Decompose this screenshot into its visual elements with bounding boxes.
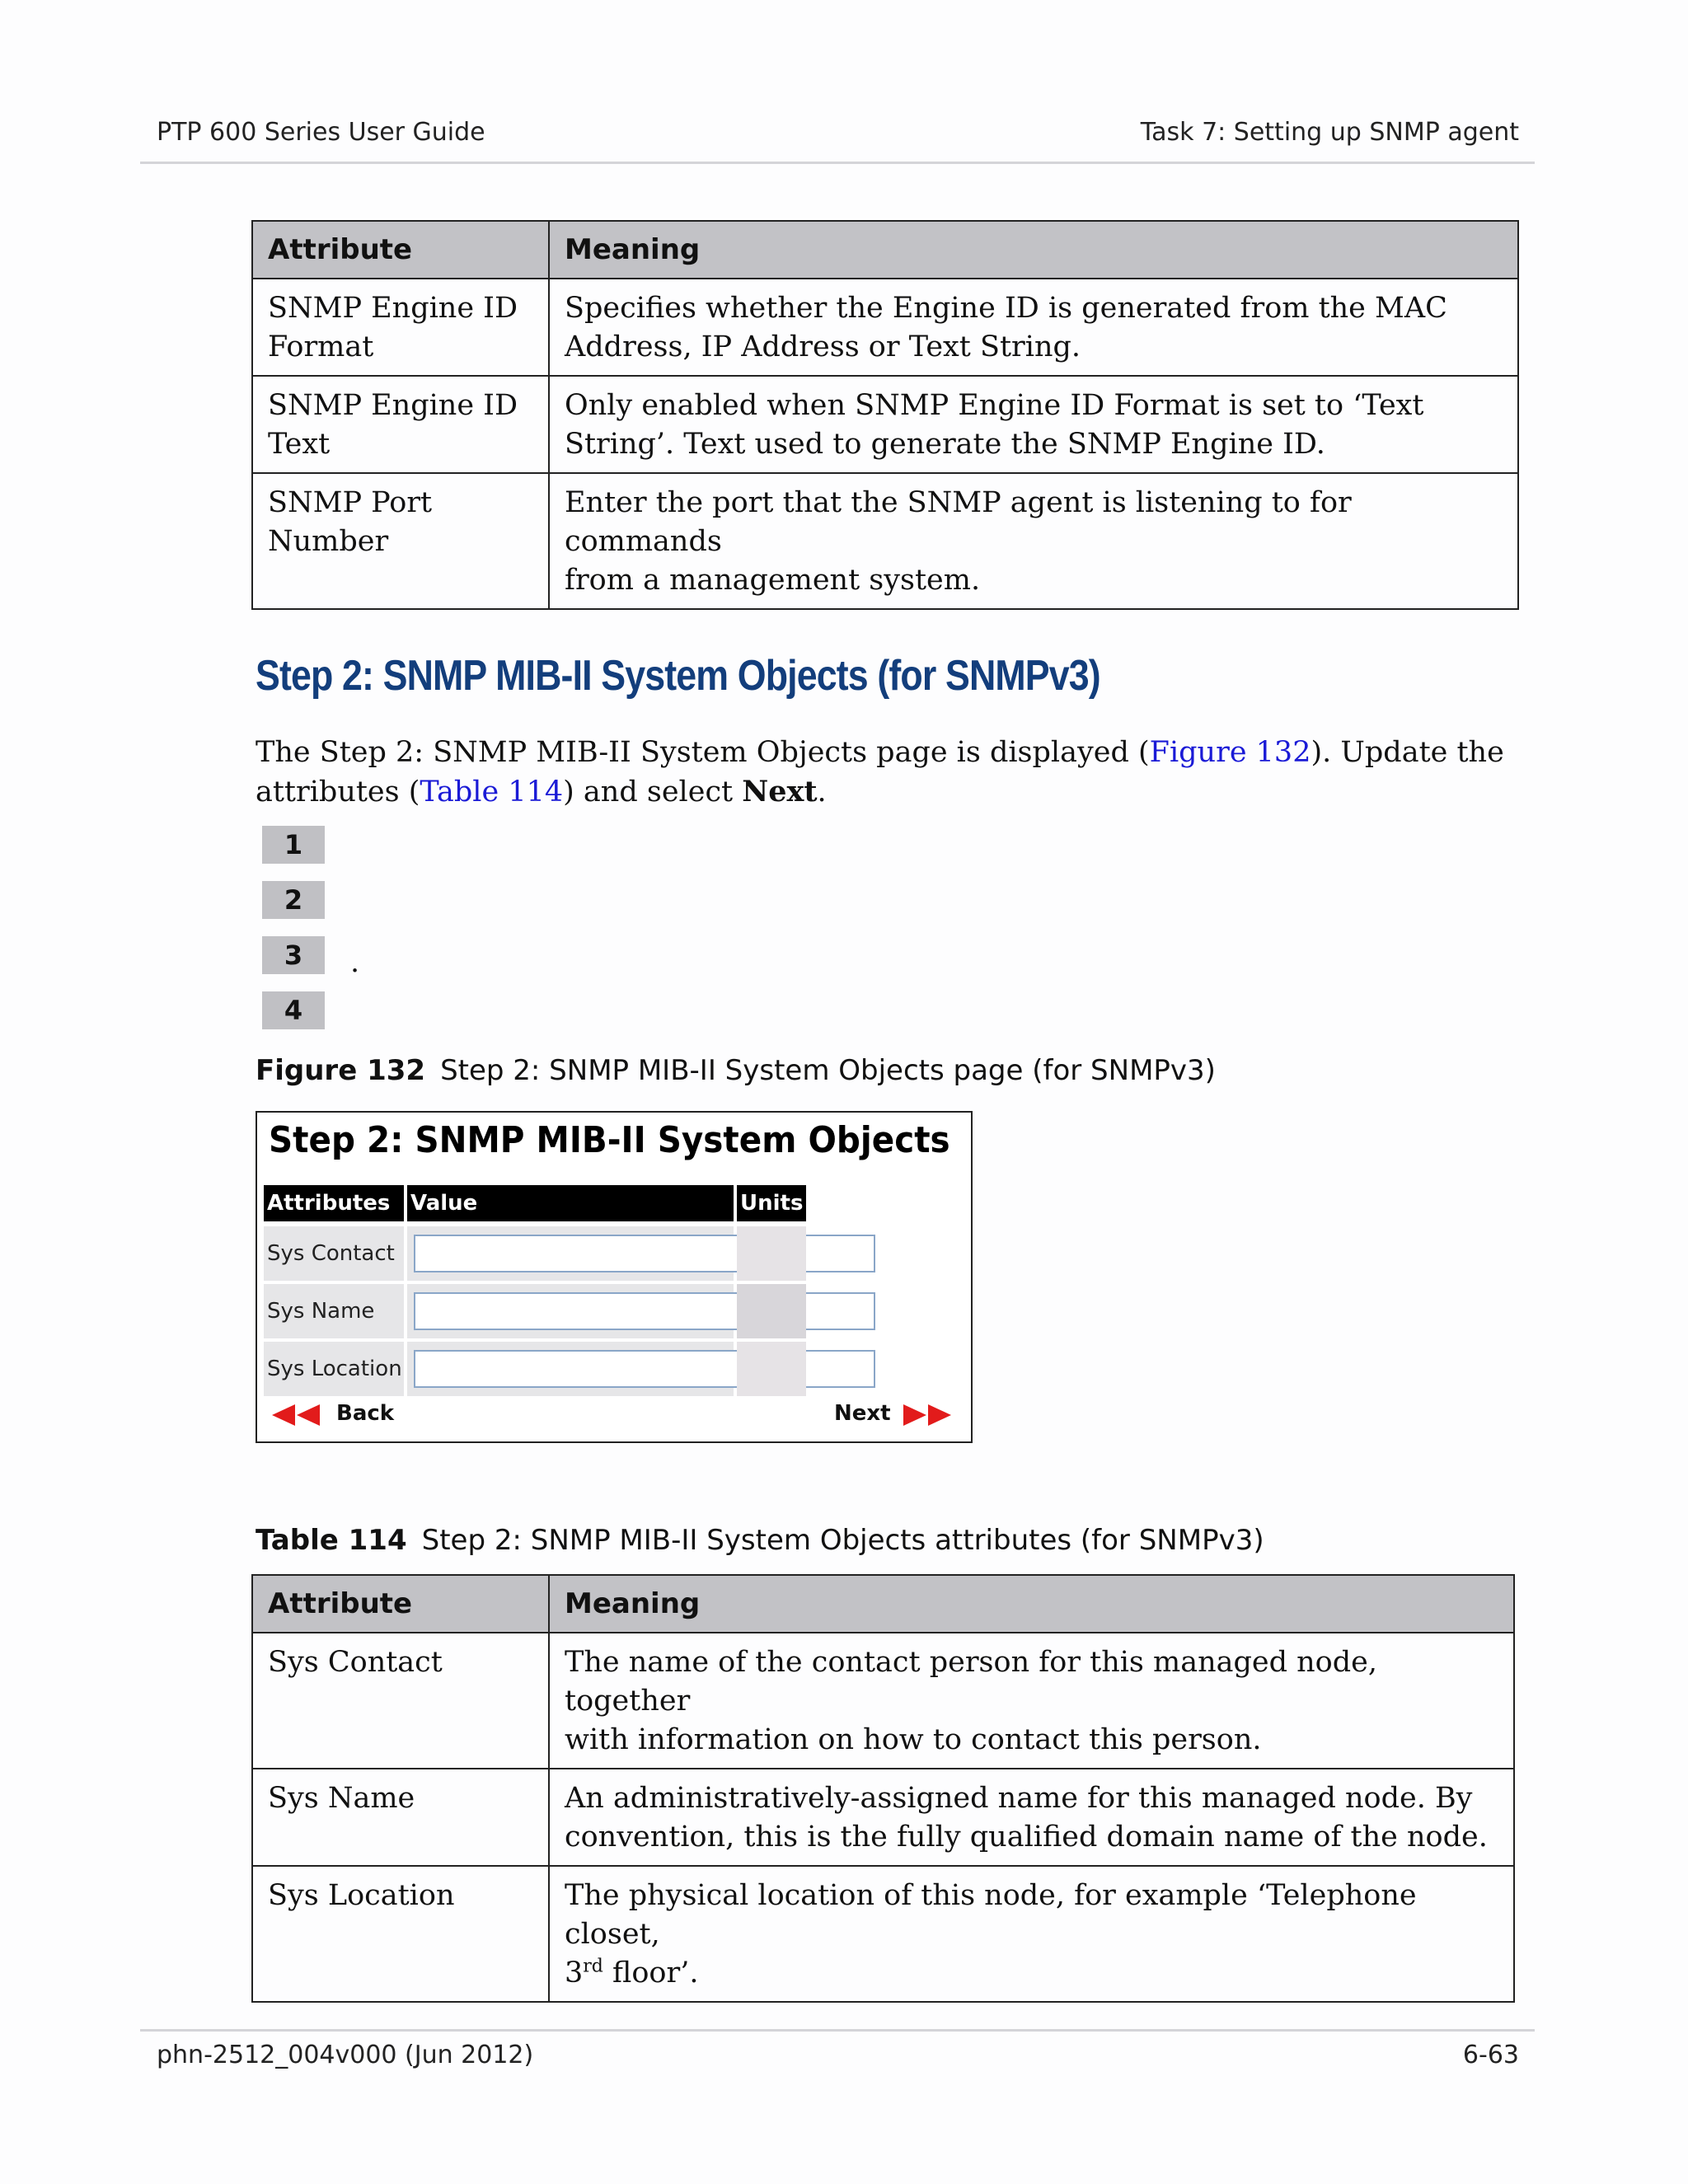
step-number-3: 3 <box>262 936 325 974</box>
table-row <box>252 1769 1514 1866</box>
header-attribute: Attribute <box>252 1575 549 1633</box>
figure-link[interactable]: Figure 132 <box>1149 736 1311 769</box>
attribute-cell: SNMP Port Number <box>252 473 549 609</box>
step-number-1: 1 <box>262 826 325 864</box>
header-task-title: Task 7: Setting up SNMP agent <box>1140 118 1519 147</box>
sys-contact-input[interactable] <box>414 1235 875 1272</box>
sys-contact-cell <box>407 1226 734 1281</box>
attribute-cell: SNMP Engine ID Text <box>252 376 549 473</box>
table-header-row <box>252 1575 1514 1633</box>
header-rule <box>140 162 1535 164</box>
attribute-cell: Sys Contact <box>252 1633 549 1769</box>
header-meaning: Meaning <box>549 1575 1514 1633</box>
attribute-cell: Sys Location <box>252 1866 549 2002</box>
table-header-row <box>252 221 1518 279</box>
table-row <box>252 1633 1514 1769</box>
table-row <box>252 376 1518 473</box>
table-row <box>252 1866 1514 2002</box>
sys-location-label: Sys Location <box>264 1342 404 1396</box>
back-button[interactable]: Back <box>336 1401 395 1426</box>
step-3-text: . <box>350 946 360 979</box>
meaning-cell: Specifies whether the Engine ID is generated from the MAC Address, IP Address or Text String. <box>549 279 1518 376</box>
back-arrows-icon[interactable] <box>272 1403 321 1427</box>
footer-page-number: 6-63 <box>1462 2041 1519 2069</box>
footer-doc-id: phn-2512_004v000 (Jun 2012) <box>157 2041 534 2069</box>
next-button[interactable]: Next <box>834 1401 891 1426</box>
meaning-cell: Enter the port that the SNMP agent is listening to for commands from a management system. <box>549 473 1518 609</box>
sys-name-cell <box>407 1284 734 1338</box>
units-cell <box>737 1284 806 1338</box>
meaning-cell: An administratively-assigned name for this managed node. By convention, this is the fully qualified domain name of the node. <box>549 1769 1514 1866</box>
attribute-cell: SNMP Engine ID Format <box>252 279 549 376</box>
attributes-table-114 <box>251 1574 1515 2003</box>
section-title: Step 2: SNMP MIB-II System Objects (for SNMPv3) <box>256 652 1100 700</box>
header-meaning: Meaning <box>549 221 1518 279</box>
col-attributes: Attributes <box>264 1185 404 1221</box>
meaning-cell: Only enabled when SNMP Engine ID Format is set to ‘Text String’. Text used to generate the SNMP Engine ID. <box>549 376 1518 473</box>
sys-name-input[interactable] <box>414 1292 875 1330</box>
snmp-mib-screenshot <box>256 1111 973 1443</box>
meaning-cell: The physical location of this node, for example ‘Telephone closet, 3rd floor’. <box>549 1866 1514 2002</box>
figure-caption: Figure 132 Step 2: SNMP MIB-II System Objects page (for SNMPv3) <box>256 1054 1216 1087</box>
meaning-cell: The name of the contact person for this managed node, together with information on how to contact this person. <box>549 1633 1514 1769</box>
step-number-2: 2 <box>262 881 325 919</box>
col-units: Units <box>737 1185 806 1221</box>
panel-title: Step 2: SNMP MIB-II System Objects <box>269 1119 950 1161</box>
next-arrows-icon[interactable] <box>902 1403 951 1427</box>
header-attribute: Attribute <box>252 221 549 279</box>
header-guide-title: PTP 600 Series User Guide <box>157 118 485 147</box>
footer-rule <box>140 2029 1535 2032</box>
table-caption: Table 114 Step 2: SNMP MIB-II System Objects attributes (for SNMPv3) <box>256 1524 1264 1557</box>
step-number-4: 4 <box>262 991 325 1029</box>
table-link[interactable]: Table 114 <box>420 776 564 808</box>
table-row <box>252 473 1518 609</box>
units-cell <box>737 1342 806 1396</box>
table-row <box>252 279 1518 376</box>
attribute-cell: Sys Name <box>252 1769 549 1866</box>
col-value: Value <box>407 1185 734 1221</box>
intro-paragraph: The Step 2: SNMP MIB-II System Objects page is displayed (Figure 132). Update the attributes (Table 114) and select Next. <box>256 736 1504 808</box>
sys-location-input[interactable] <box>414 1350 875 1388</box>
sys-contact-label: Sys Contact <box>264 1226 404 1281</box>
units-cell <box>737 1226 806 1281</box>
attributes-table-1 <box>251 220 1519 610</box>
sys-location-cell <box>407 1342 734 1396</box>
sys-name-label: Sys Name <box>264 1284 404 1338</box>
